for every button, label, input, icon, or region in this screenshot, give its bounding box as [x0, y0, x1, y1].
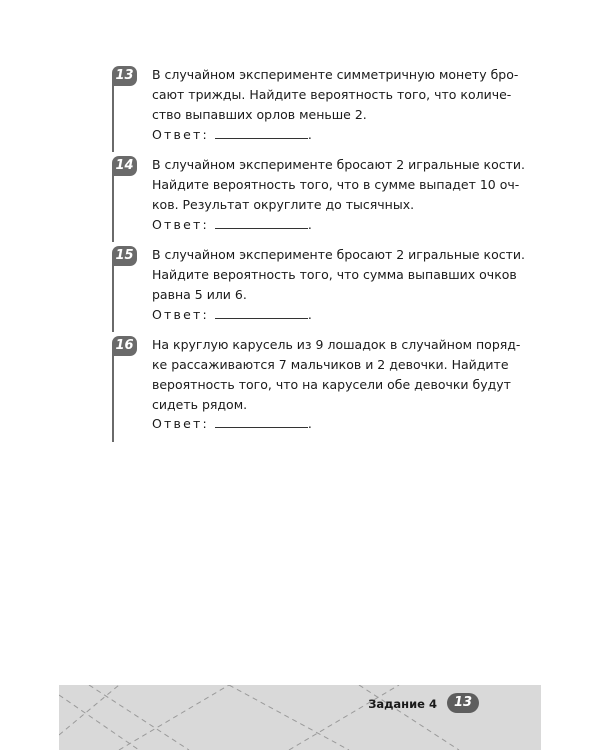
answer-label: Ответ: — [152, 217, 209, 232]
page-number-badge: 13 — [447, 693, 479, 713]
answer-period: . — [307, 416, 312, 431]
task-line: сидеть рядом. — [152, 397, 248, 412]
answer-field — [152, 216, 312, 232]
answer-field — [152, 126, 312, 142]
answer-blank[interactable] — [215, 216, 308, 229]
answer-field — [152, 415, 312, 431]
task-text — [152, 245, 525, 305]
task-number-badge: 13 — [112, 66, 137, 86]
task-line: Найдите вероятность того, что сумма выпавших очков — [152, 267, 517, 282]
answer-blank[interactable] — [215, 126, 308, 139]
answer-field — [152, 306, 312, 322]
task-side-rule — [112, 86, 114, 152]
task-text — [152, 335, 521, 415]
task-line: вероятность того, что на карусели обе девочки будут — [152, 377, 511, 392]
task-line: ке рассаживаются 7 мальчиков и 2 девочки. Найдите — [152, 357, 509, 372]
task-side-rule — [112, 356, 114, 442]
page-footer — [59, 685, 541, 750]
answer-period: . — [307, 217, 312, 232]
answer-label: Ответ: — [152, 127, 209, 142]
answer-blank[interactable] — [215, 306, 308, 319]
task-line: В случайном эксперименте бросают 2 игральные кости. — [152, 247, 525, 262]
answer-period: . — [307, 127, 312, 142]
task-side-rule — [112, 176, 114, 242]
task-line: На круглую карусель из 9 лошадок в случайном поряд- — [152, 337, 521, 352]
task-side-rule — [112, 266, 114, 332]
task-line: ство выпавших орлов меньше 2. — [152, 107, 367, 122]
answer-blank[interactable] — [215, 415, 308, 428]
task-number-badge: 14 — [112, 156, 137, 176]
task-line: В случайном эксперименте симметричную монету бро- — [152, 67, 519, 82]
task-number-badge: 15 — [112, 246, 137, 266]
task-line: В случайном эксперименте бросают 2 игральные кости. — [152, 157, 525, 172]
task-line: равна 5 или 6. — [152, 287, 247, 302]
answer-label: Ответ: — [152, 416, 209, 431]
task-line: сают трижды. Найдите вероятность того, что количе- — [152, 87, 512, 102]
footer-section-label: Задание 4 — [368, 697, 437, 711]
task-line: Найдите вероятность того, что в сумме выпадет 10 оч- — [152, 177, 520, 192]
answer-period: . — [307, 307, 312, 322]
task-line: ков. Результат округлите до тысячных. — [152, 197, 415, 212]
task-text — [152, 65, 519, 125]
task-number-badge: 16 — [112, 336, 137, 356]
answer-label: Ответ: — [152, 307, 209, 322]
task-text — [152, 155, 525, 215]
